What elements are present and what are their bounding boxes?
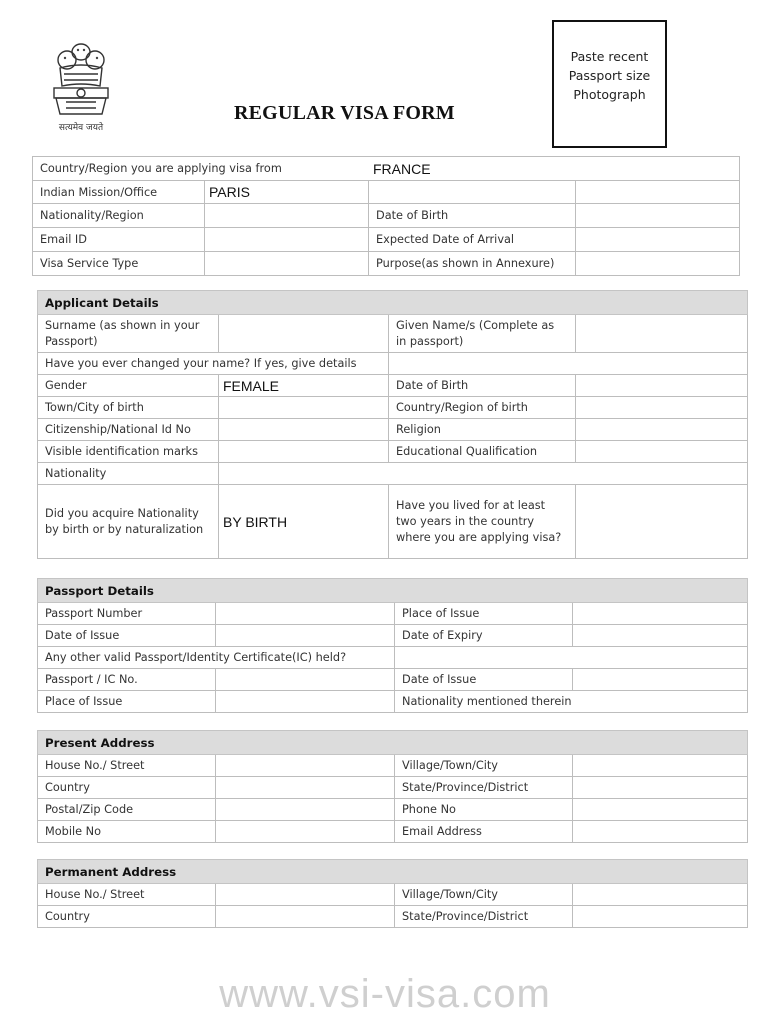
nationality-field[interactable] bbox=[205, 204, 369, 228]
arrival-field[interactable] bbox=[576, 228, 740, 252]
changed-name-label: Have you ever changed your name? If yes, give details bbox=[38, 353, 389, 375]
dob-field[interactable] bbox=[576, 204, 740, 228]
country-from-label: Country/Region you are applying visa from bbox=[33, 157, 205, 181]
phone-field[interactable] bbox=[573, 799, 748, 821]
ic-date-issue-field[interactable] bbox=[573, 669, 748, 691]
other-passport-label: Any other valid Passport/Identity Certificate(IC) held? bbox=[38, 647, 395, 669]
applicant-heading: Applicant Details bbox=[38, 291, 748, 315]
permanent-address-heading: Permanent Address bbox=[38, 860, 748, 884]
surname-field[interactable] bbox=[219, 315, 389, 353]
date-issue-label: Date of Issue bbox=[38, 625, 216, 647]
surname-label: Surname (as shown in your Passport) bbox=[38, 315, 219, 353]
place-issue-field[interactable] bbox=[573, 603, 748, 625]
present-address-table bbox=[37, 730, 748, 843]
permanent-village-field[interactable] bbox=[573, 884, 748, 906]
mission-value[interactable]: PARIS bbox=[205, 181, 369, 204]
arrival-label: Expected Date of Arrival bbox=[369, 228, 576, 252]
purpose-field[interactable] bbox=[576, 252, 740, 276]
town-field[interactable] bbox=[219, 397, 389, 419]
permanent-address-table bbox=[37, 859, 748, 928]
lived-label: Have you lived for at least two years in the country where you are applying visa? bbox=[389, 485, 576, 559]
acquire-value[interactable]: BY BIRTH bbox=[219, 485, 389, 559]
present-state-field[interactable] bbox=[573, 777, 748, 799]
mobile-label: Mobile No bbox=[38, 821, 216, 843]
present-house-field[interactable] bbox=[216, 755, 395, 777]
email-label: Email ID bbox=[33, 228, 205, 252]
photo-box-label: Paste recent Passport size Photograph bbox=[568, 48, 651, 102]
marks-field[interactable] bbox=[219, 441, 389, 463]
service-type-field[interactable] bbox=[205, 252, 369, 276]
given-name-field[interactable] bbox=[576, 315, 748, 353]
ic-number-field[interactable] bbox=[216, 669, 395, 691]
postal-label: Postal/Zip Code bbox=[38, 799, 216, 821]
citizenship-label: Citizenship/National Id No bbox=[38, 419, 219, 441]
nationality-label: Nationality bbox=[38, 463, 219, 485]
gender-label: Gender bbox=[38, 375, 219, 397]
lived-field[interactable] bbox=[576, 485, 748, 559]
ic-place-issue-label: Place of Issue bbox=[38, 691, 216, 713]
other-passport-field[interactable] bbox=[395, 647, 748, 669]
mission-label: Indian Mission/Office bbox=[33, 181, 205, 204]
gender-value[interactable]: FEMALE bbox=[219, 375, 389, 397]
permanent-house-label: House No./ Street bbox=[38, 884, 216, 906]
present-country-label: Country bbox=[38, 777, 216, 799]
permanent-state-label: State/Province/District bbox=[395, 906, 573, 928]
present-state-label: State/Province/District bbox=[395, 777, 573, 799]
photo-box[interactable] bbox=[552, 20, 667, 148]
education-label: Educational Qualification bbox=[389, 441, 576, 463]
town-label: Town/City of birth bbox=[38, 397, 219, 419]
applicant-dob-field[interactable] bbox=[576, 375, 748, 397]
country-birth-field[interactable] bbox=[576, 397, 748, 419]
email-field[interactable] bbox=[205, 228, 369, 252]
mission-extra-field[interactable] bbox=[369, 181, 576, 204]
present-email-label: Email Address bbox=[395, 821, 573, 843]
mission-table bbox=[32, 156, 740, 276]
permanent-country-field[interactable] bbox=[216, 906, 395, 928]
expiry-field[interactable] bbox=[573, 625, 748, 647]
permanent-country-label: Country bbox=[38, 906, 216, 928]
passport-heading: Passport Details bbox=[38, 579, 748, 603]
present-country-field[interactable] bbox=[216, 777, 395, 799]
acquire-label: Did you acquire Nationality by birth or by naturalization bbox=[38, 485, 219, 559]
religion-label: Religion bbox=[389, 419, 576, 441]
present-address-heading: Present Address bbox=[38, 731, 748, 755]
emblem-motto: सत्यमेव जयते bbox=[58, 123, 104, 133]
nationality-field[interactable] bbox=[219, 463, 748, 485]
passport-number-field[interactable] bbox=[216, 603, 395, 625]
ic-nationality-label: Nationality mentioned therein bbox=[395, 691, 573, 713]
form-title: REGULAR VISA FORM bbox=[234, 102, 455, 124]
mobile-field[interactable] bbox=[216, 821, 395, 843]
ic-date-issue-label: Date of Issue bbox=[395, 669, 573, 691]
postal-field[interactable] bbox=[216, 799, 395, 821]
present-village-label: Village/Town/City bbox=[395, 755, 573, 777]
purpose-label: Purpose(as shown in Annexure) bbox=[369, 252, 576, 276]
nationality-label: Nationality/Region bbox=[33, 204, 205, 228]
education-field[interactable] bbox=[576, 441, 748, 463]
passport-table bbox=[37, 578, 748, 713]
present-email-field[interactable] bbox=[573, 821, 748, 843]
phone-label: Phone No bbox=[395, 799, 573, 821]
watermark: www.vsi-visa.com bbox=[219, 972, 551, 1016]
citizenship-field[interactable] bbox=[219, 419, 389, 441]
expiry-label: Date of Expiry bbox=[395, 625, 573, 647]
country-from-value[interactable]: FRANCE bbox=[369, 157, 740, 181]
present-village-field[interactable] bbox=[573, 755, 748, 777]
passport-number-label: Passport Number bbox=[38, 603, 216, 625]
dob-label: Date of Birth bbox=[369, 204, 576, 228]
permanent-house-field[interactable] bbox=[216, 884, 395, 906]
applicant-table bbox=[37, 290, 748, 559]
country-birth-label: Country/Region of birth bbox=[389, 397, 576, 419]
religion-field[interactable] bbox=[576, 419, 748, 441]
permanent-state-field[interactable] bbox=[573, 906, 748, 928]
date-issue-field[interactable] bbox=[216, 625, 395, 647]
mission-extra-field-2[interactable] bbox=[576, 181, 740, 204]
changed-name-field[interactable] bbox=[389, 353, 748, 375]
place-issue-label: Place of Issue bbox=[395, 603, 573, 625]
given-name-label: Given Name/s (Complete as in passport) bbox=[389, 315, 576, 353]
ic-number-label: Passport / IC No. bbox=[38, 669, 216, 691]
applicant-dob-label: Date of Birth bbox=[389, 375, 576, 397]
ic-nationality-field[interactable] bbox=[573, 691, 748, 713]
marks-label: Visible identification marks bbox=[38, 441, 219, 463]
ic-place-issue-field[interactable] bbox=[216, 691, 395, 713]
service-type-label: Visa Service Type bbox=[33, 252, 205, 276]
present-house-label: House No./ Street bbox=[38, 755, 216, 777]
permanent-village-label: Village/Town/City bbox=[395, 884, 573, 906]
